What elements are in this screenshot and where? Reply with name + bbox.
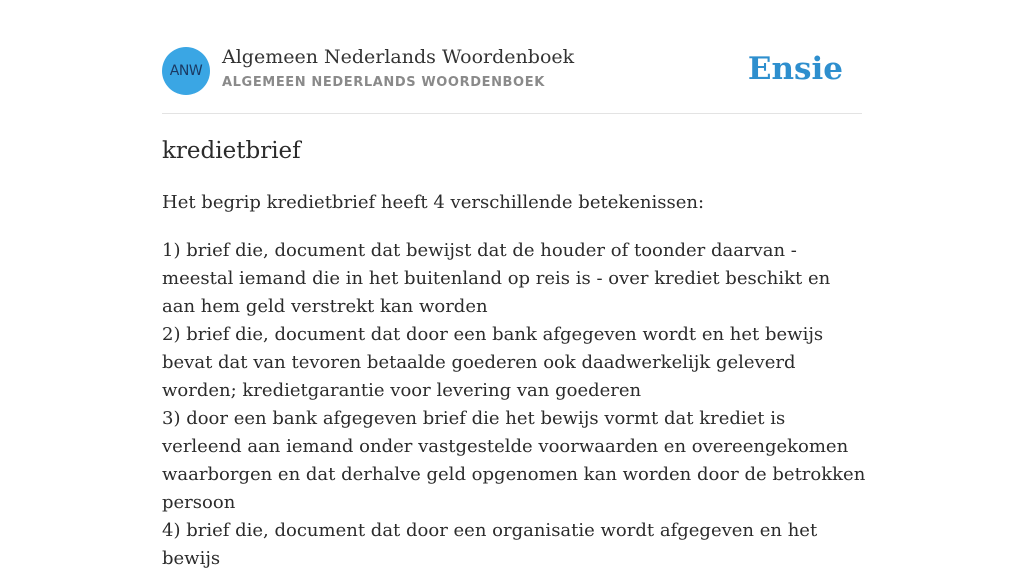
ensie-logo[interactable]: Ensie bbox=[747, 51, 843, 87]
source-title[interactable]: Algemeen Nederlands Woordenboek bbox=[222, 46, 575, 68]
meaning-item: 3) door een bank afgegeven brief die het bewijs vormt dat krediet is verleend aan iemand onder vastgestelde voorwaarden en overeengekomen waarborgen en dat derhalve geld opgenomen kan worden door de betrokken persoon bbox=[162, 408, 866, 513]
header bbox=[162, 46, 862, 96]
source-subtitle: ALGEMEEN NEDERLANDS WOORDENBOEK bbox=[222, 75, 545, 90]
header-divider bbox=[162, 113, 862, 114]
meaning-item: 1) brief die, document dat bewijst dat de houder of toonder daarvan - meestal iemand die in het buitenland op reis is - over krediet beschikt en aan hem geld verstrekt kan worden bbox=[162, 240, 831, 317]
meanings-list bbox=[162, 237, 867, 573]
anw-logo[interactable]: ANW bbox=[162, 47, 210, 95]
entry-title: kredietbrief bbox=[162, 138, 301, 164]
entry-intro: Het begrip kredietbrief heeft 4 verschillende betekenissen: bbox=[162, 192, 705, 213]
meaning-item: 2) brief die, document dat door een bank afgegeven wordt en het bewijs bevat dat van tevoren betaalde goederen ook daadwerkelijk geleverd worden; kredietgarantie voor levering van goederen bbox=[162, 324, 824, 401]
meaning-item: 4) brief die, document dat door een organisatie wordt afgegeven en het bewijs bbox=[162, 520, 818, 569]
